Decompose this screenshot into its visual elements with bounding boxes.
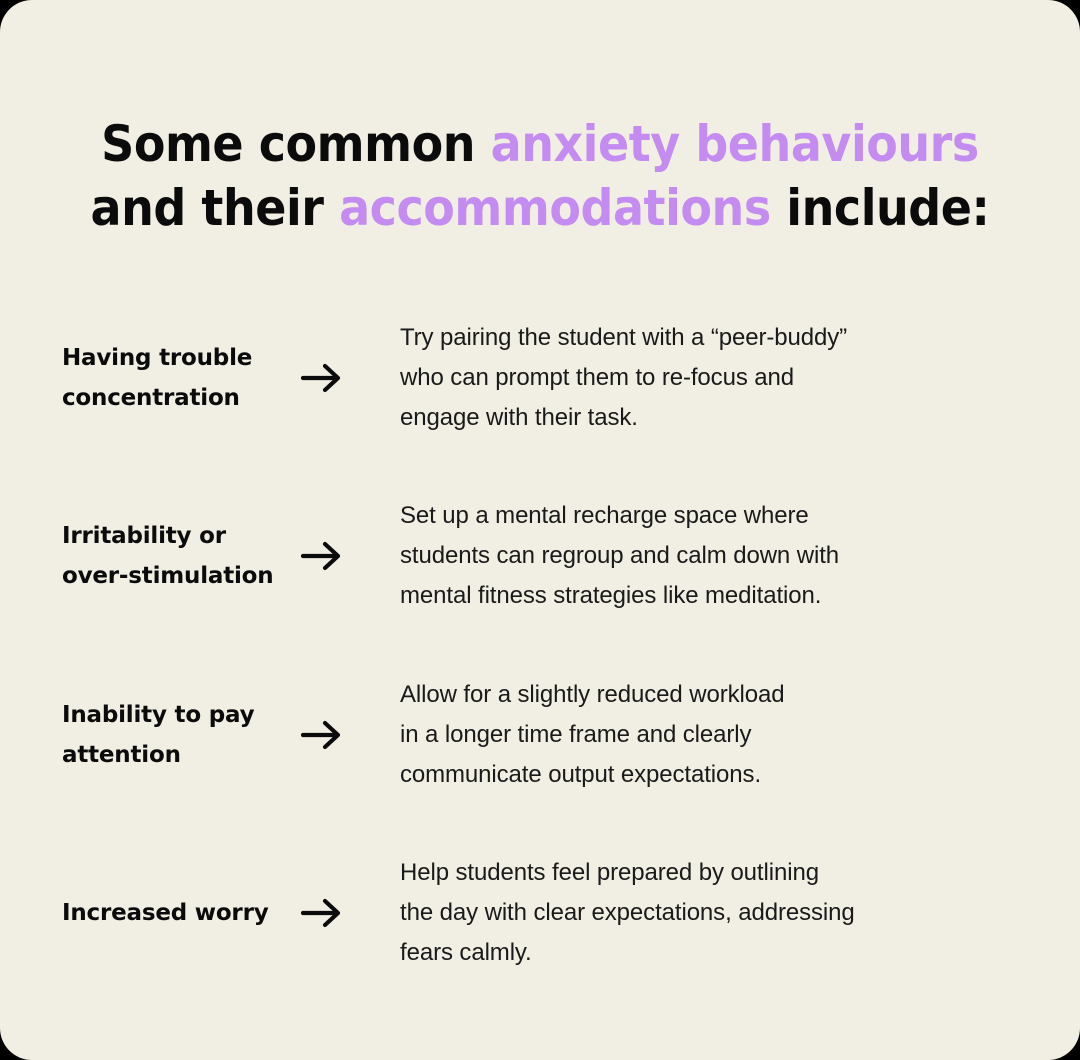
behaviour-label-line: over-stimulation [62, 563, 274, 589]
arrow-right-icon [300, 896, 400, 930]
page-title-part: include: [770, 178, 990, 237]
page-title-line-2 [91, 179, 990, 237]
accommodation-line: communicate output expectations. [400, 761, 762, 788]
behaviour-label [0, 893, 300, 933]
accommodation-line: Allow for a slightly reduced workload [400, 681, 785, 708]
accommodation-line: Set up a mental recharge space where [400, 502, 809, 529]
accommodation-line: the day with clear expectations, addressing [400, 899, 855, 926]
page-title-highlight: anxiety behaviours [490, 114, 979, 173]
page-title-part: Some common [101, 114, 491, 173]
behaviour-row [0, 496, 1080, 616]
accommodation-description [400, 496, 1080, 616]
behaviour-label-line: Having trouble [62, 345, 253, 371]
behaviour-row [0, 675, 1080, 795]
behaviour-label-line: attention [62, 742, 181, 768]
arrow-right-icon [300, 361, 400, 395]
behaviour-label-line: concentration [62, 385, 240, 411]
page-title-highlight: accommodations [339, 178, 771, 237]
accommodation-line: Help students feel prepared by outlining [400, 859, 819, 886]
behaviour-label [0, 695, 300, 775]
page-title-line-1 [101, 115, 979, 173]
accommodation-line: fears calmly. [400, 939, 532, 966]
accommodation-description [400, 853, 1080, 973]
behaviour-label-line: Increased worry [62, 900, 269, 926]
page-title-part: and their [90, 178, 340, 237]
behaviour-label [0, 338, 300, 418]
behaviour-label-line: Inability to pay [62, 702, 255, 728]
accommodation-line: mental fitness strategies like meditation. [400, 582, 822, 609]
behaviour-label [0, 516, 300, 596]
behaviour-row [0, 853, 1080, 973]
arrow-right-icon [300, 718, 400, 752]
accommodation-line: Try pairing the student with a “peer-buddy” [400, 324, 848, 351]
accommodation-line: engage with their task. [400, 404, 638, 431]
accommodation-description [400, 318, 1080, 438]
accommodation-description [400, 675, 1080, 795]
accommodation-line: students can regroup and calm down with [400, 542, 840, 569]
accommodation-line: who can prompt them to re-focus and [400, 364, 795, 391]
accommodation-line: in a longer time frame and clearly [400, 721, 752, 748]
page-title [43, 112, 1037, 240]
arrow-right-icon [300, 539, 400, 573]
behaviour-label-line: Irritability or [62, 523, 226, 549]
behaviour-row [0, 318, 1080, 438]
